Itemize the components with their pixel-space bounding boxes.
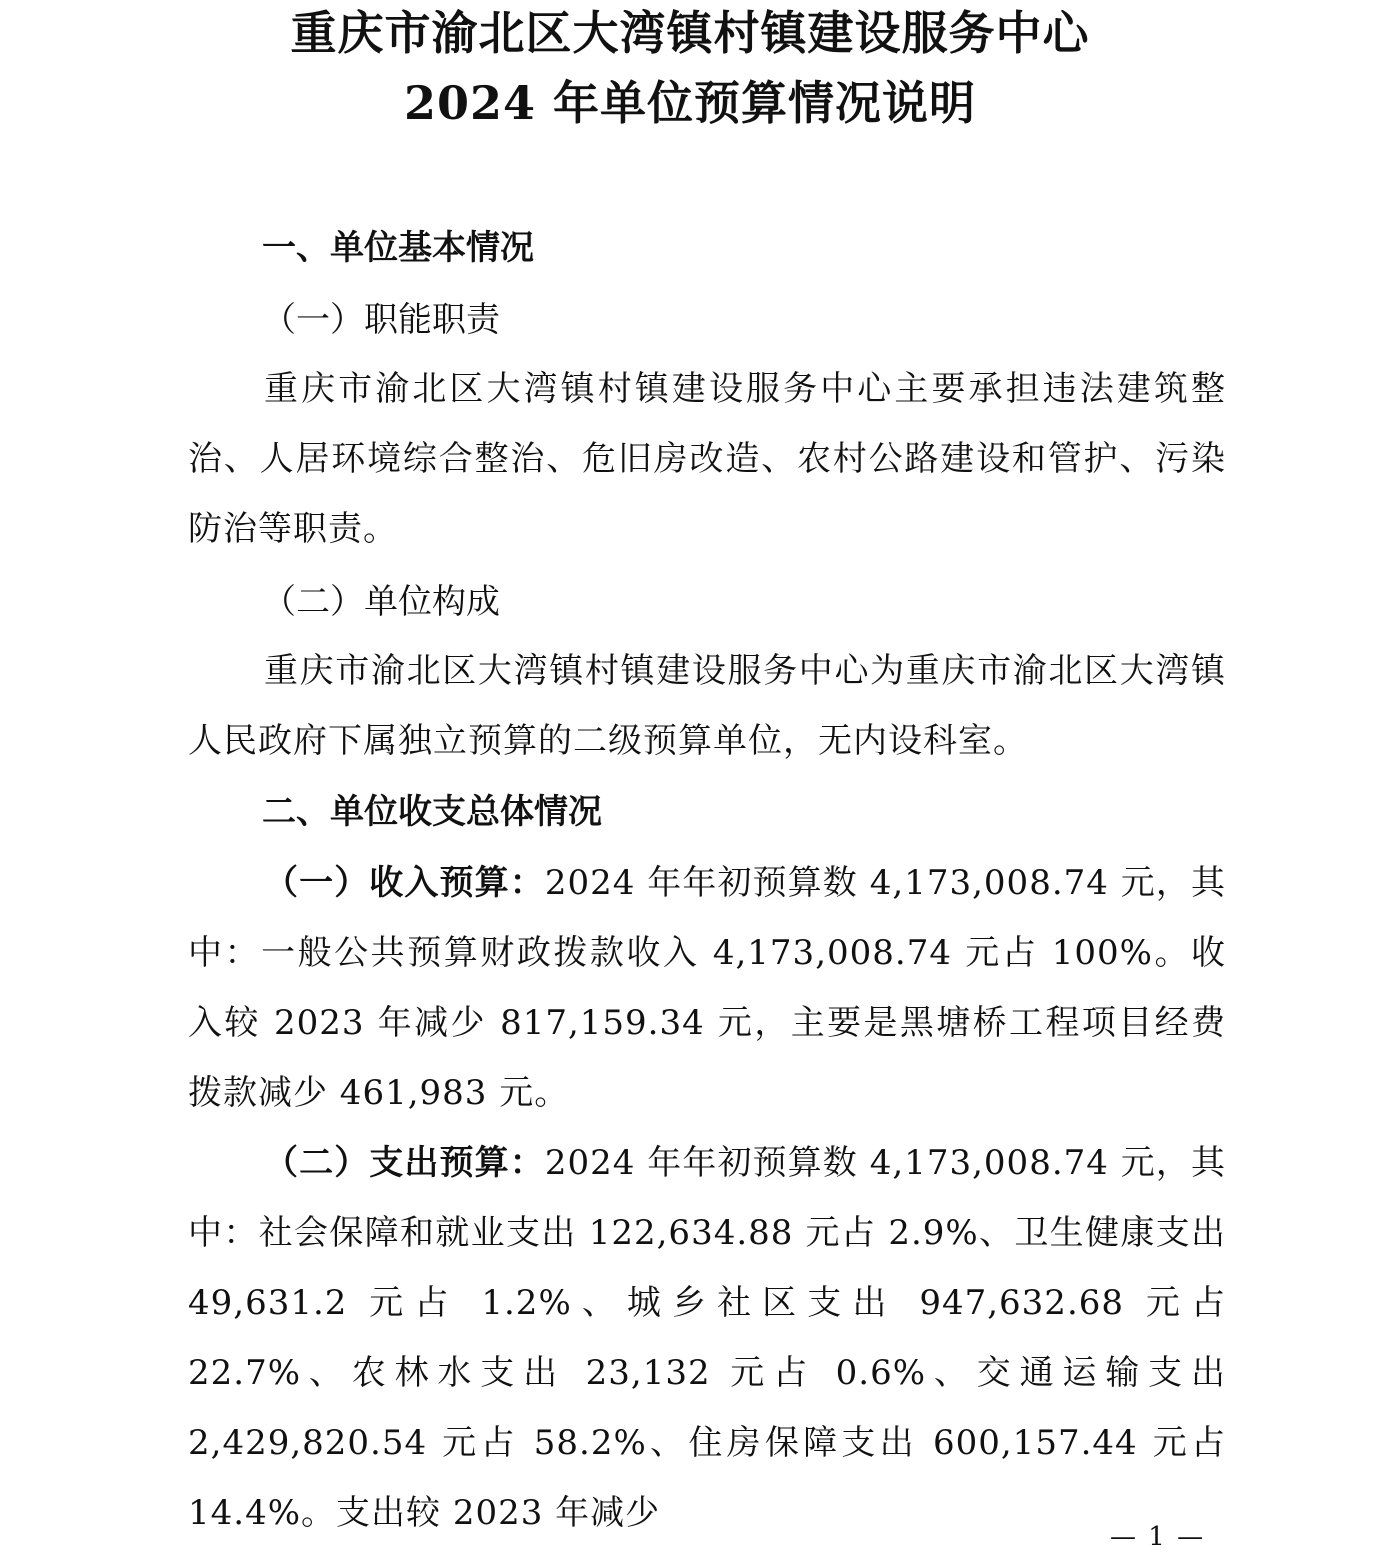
- income-budget-text: 2024 年年初预算数 4,173,008.74 元，其中：一般公共预算财政拨款收入 4,173,008.74 元占 100%。收入较 2023 年减少 817,159.34 元，主要是黑塘桥工程项目经费拨款减少 461,983 元。: [188, 863, 1227, 1113]
- section1-sub1-title: （一）职能职责: [262, 300, 500, 340]
- income-budget-paragraph: [188, 848, 1226, 1128]
- expense-budget-label: （二）支出预算：: [264, 1143, 545, 1183]
- section1-sub2-body: 重庆市渝北区大湾镇村镇建设服务中心为重庆市渝北区大湾镇人民政府下属独立预算的二级预算单位，无内设科室。: [188, 651, 1226, 761]
- document-title-line1: 重庆市渝北区大湾镇村镇建设服务中心: [290, 6, 1090, 60]
- expense-budget-text: 2024 年年初预算数 4,173,008.74 元，其中：社会保障和就业支出 122,634.88 元占 2.9%、卫生健康支出 49,631.2 元占 1.2%、城乡社区支出 947,632.68 元占 22.7%、农林水支出 23,132 元占 0.6%、交通运输支出 2,429,820.54 元占 58.2%、住房保障支出 600,157.44 元占 14.4%。支出较 2023 年减少: [188, 1143, 1227, 1533]
- section1-heading: 一、单位基本情况: [262, 228, 534, 268]
- expense-budget-paragraph: [188, 1128, 1226, 1548]
- page-number: — 1 —: [1110, 1522, 1206, 1552]
- income-budget-label: （一）收入预算：: [264, 863, 545, 903]
- document-title-line2: 2024 年单位预算情况说明: [403, 76, 977, 130]
- section2-heading: 二、单位收支总体情况: [262, 792, 602, 832]
- section1-sub1-body: 重庆市渝北区大湾镇村镇建设服务中心主要承担违法建筑整治、人居环境综合整治、危旧房改造、农村公路建设和管护、污染防治等职责。: [188, 369, 1226, 549]
- section1-sub2-title: （二）单位构成: [262, 582, 500, 622]
